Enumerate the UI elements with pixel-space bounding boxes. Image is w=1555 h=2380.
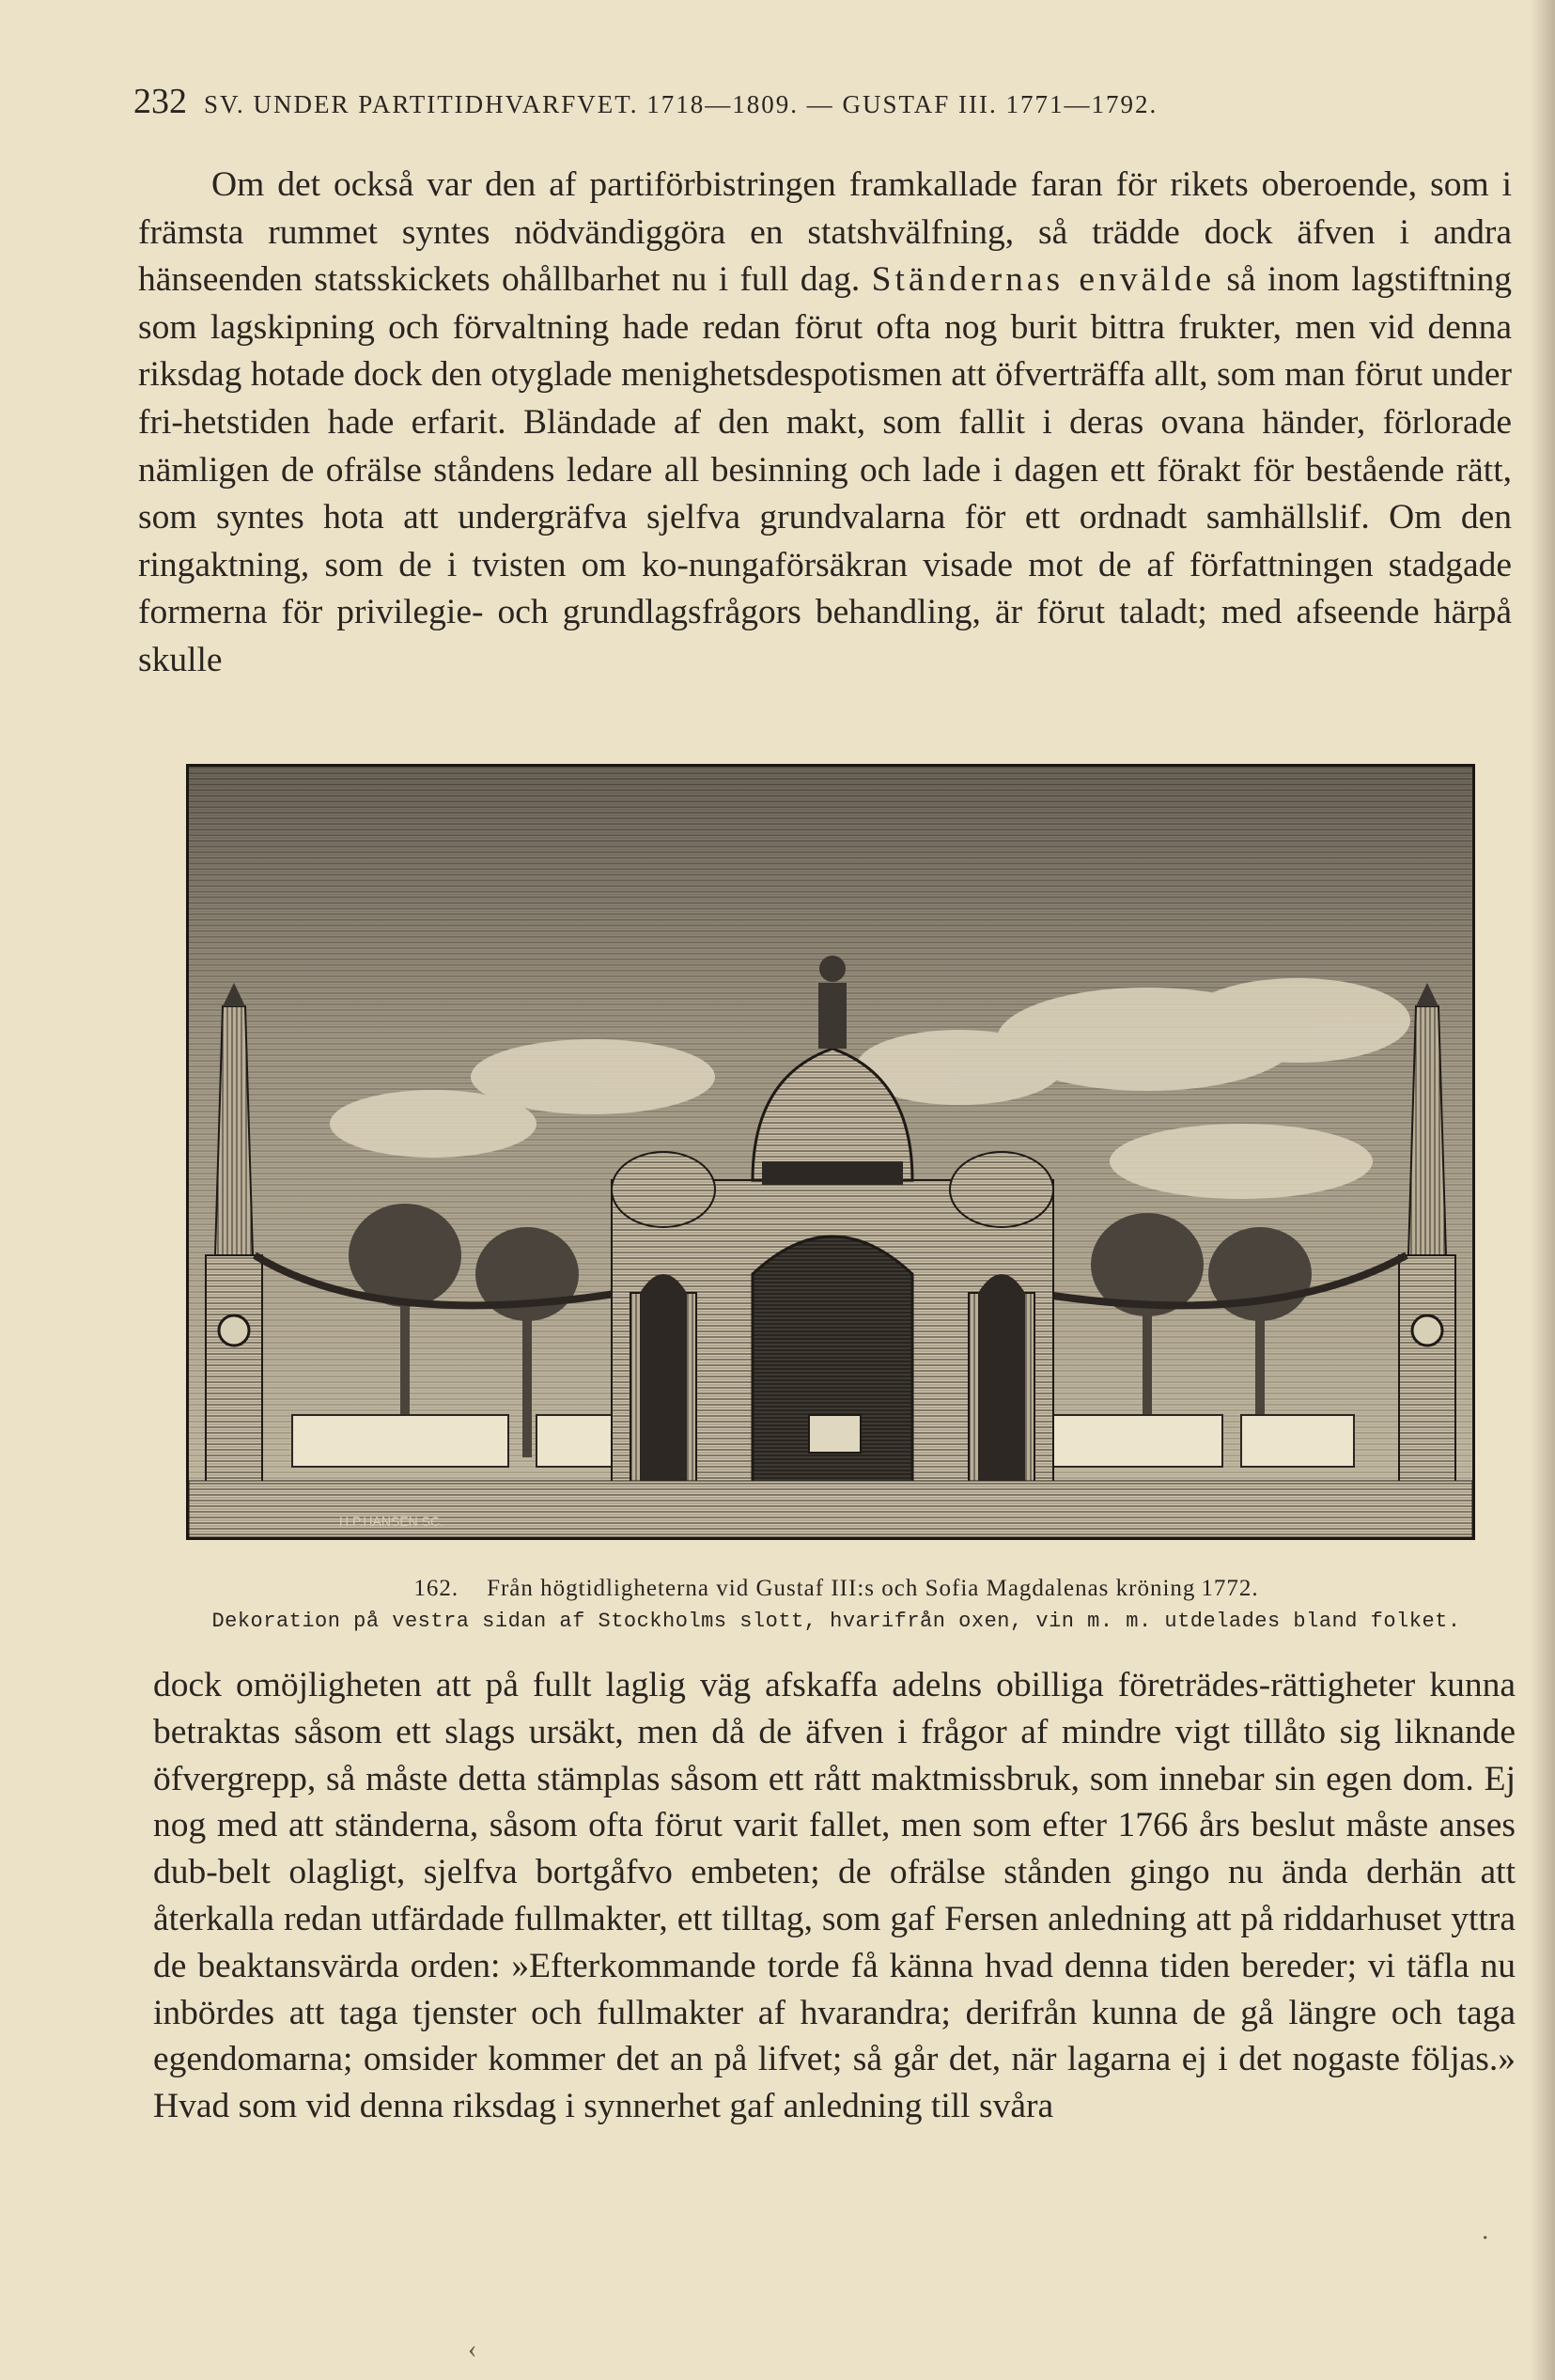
- paragraph-1-rest: så inom lagstiftning som lagskipning och förvaltning hade redan förut ofta nog burit bittra frukter, men vid denna riksdag hotade dock den otyglade menighetsdespotismen att öfverträffa allt, som man förut under fri-hetstiden hade erfarit. Bländade af den makt, som fallit i deras ovana händer, förlorade nämligen de ofrälse ståndens ledare all besinning och lade i dagen ett förakt för bestående rätt, som syntes hota att undergräfva sjelfva grundvalarna för ett ordnadt samhällslif. Om den ringaktning, som de i tvisten om ko-nungaförsäkran visade mot de af författningen stadgade formerna för privilegie- och grundlagsfrågors behandling, är förut taladt; med afseende härpå skulle: [138, 260, 1513, 679]
- ground: [189, 1481, 1472, 1537]
- figure-number: 162.: [413, 1576, 459, 1601]
- figure-caption-title: Från högtidligheterna vid Gustaf III:s och Sofia Magdalenas kröning: [487, 1576, 1196, 1601]
- running-head: [133, 81, 1449, 122]
- bottom-mark: ‹: [468, 2335, 477, 2364]
- engraving-illustration: [189, 767, 1472, 1537]
- running-title: SV. UNDER PARTITIDHVARFVET. 1718—1809. — GUSTAF III. 1771—1792.: [204, 90, 1158, 118]
- page-number: 232: [133, 82, 187, 121]
- margin-mark: ·: [1481, 2224, 1490, 2253]
- page-gutter-shadow: [1531, 0, 1555, 2380]
- paragraph-2: dock omöjligheten att på fullt laglig väg afskaffa adelns obilliga företrädes-rättigheter kunna betraktas såsom ett slags ursäkt, men då de äfven i frågor af mindre vigt tillåto sig liknande öfvergrepp, så måste detta stämplas såsom ett rått maktmissbruk, som innebar sin egen dom. Ej nog med att ständerna, såsom ofta förut varit fallet, men som efter 1766 års beslut måste anses dub-belt olagligt, sjelfva bortgåfvo embeten; de ofrälse stånden gingo nu ända derhän att återkalla redan utfärdade fullmakter, ett tilltag, som gaf Fersen anledning att på riddarhuset yttra de beaktansvärda orden: »Efterkommande torde få känna hvad denna tiden bereder; vi täfla nu inbördes att taga tjenster och fullmakter af hvarandra; derifrån kunna de gå längre och taga egendomarna; omsider kommer det an på lifvet; så går det, när lagarna ej i det nogaste följas.» Hvad som vid denna riksdag i synnerhet gaf anledning till svåra: [153, 1666, 1516, 2126]
- paragraph-1: [138, 162, 1512, 685]
- figure-caption-line-1: [150, 1576, 1522, 1602]
- engraving-figure: [186, 764, 1475, 1540]
- engraver-signature: H.P.HANSEN SC.: [339, 1514, 443, 1529]
- paragraph-1-lead: Om det också var den af partiförbistringen framkallade faran för rikets oberoende, som i främsta rummet syntes nödvändiggöra en statshvälfning, så trädde dock äfven i andra hänseenden statsskickets ohållbarhet nu i full dag.: [138, 165, 1512, 300]
- paragraph-1-spaced-phrase: Ständernas envälde: [871, 260, 1216, 300]
- figure-caption-year: 1772.: [1201, 1576, 1259, 1601]
- figure-caption-line-2: Dekoration på vestra sidan af Stockholms slott, hvarifrån oxen, vin m. m. utdelades bland folket.: [211, 1610, 1461, 1633]
